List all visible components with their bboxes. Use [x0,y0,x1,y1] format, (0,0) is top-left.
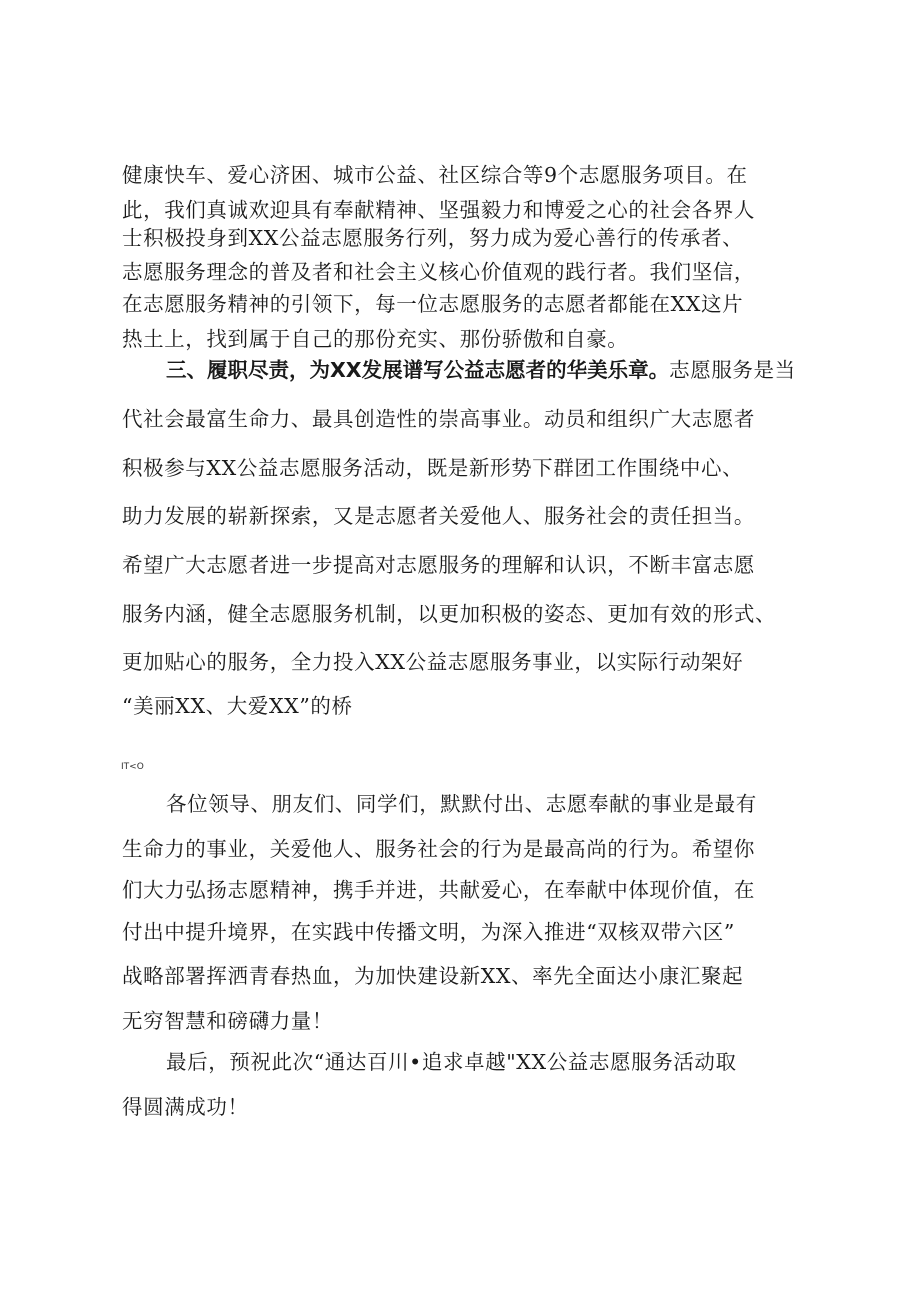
paragraph-4-line: 得圆满成功！ [122,1095,249,1119]
paragraph-2-line: 希望广大志愿者进一步提高对志愿服务的理解和认识，不断丰富志愿 [122,553,755,577]
paragraph-3-line: 各位领导、朋友们、同学们，默默付出、志愿奉献的事业是最有 [166,792,757,816]
paragraph-2-line: “美丽XX、大爱XX”的桥 [122,694,353,718]
paragraph-3-line: 无穷智慧和磅礴力量！ [122,1009,333,1033]
artifact-text: ΙT<O [121,762,144,772]
paragraph-2-line: 更加贴心的服务，全力投入XX公益志愿服务事业，以实际行动架好 [122,650,744,674]
paragraph-2-first-line-rest: 志愿服务是当 [669,358,796,382]
paragraph-1-line: 健康快车、爱心济困、城市公益、社区综合等9个志愿服务项目。在 [122,163,748,187]
paragraph-2-line: 代社会最富生命力、最具创造性的崇高事业。动员和组织广大志愿者 [122,407,755,431]
paragraph-1-line: 此，我们真诚欢迎具有奉献精神、坚强毅力和博爱之心的社会各界人 [122,198,755,222]
section-heading: 三、履职尽责，为XX发展谱写公益志愿者的华美乐章。 [166,358,670,382]
paragraph-1-line: 士积极投身到XX公益志愿服务行列，努力成为爱心善行的传承者、 [122,226,744,250]
paragraph-3-line: 们大力弘扬志愿精神，携手并进，共献爱心，在奉献中体现价值，在 [122,878,755,902]
paragraph-2-first-line [166,360,796,381]
paragraph-1-line: 志愿服务理念的普及者和社会主义核心价值观的践行者。我们坚信， [122,260,755,284]
paragraph-1-line: 在志愿服务精神的引领下，每一位志愿服务的志愿者都能在XX这片 [122,292,744,316]
paragraph-4-line: 最后，预祝此次“通达百川•追求卓越"XX公益志愿服务活动取 [166,1050,737,1074]
paragraph-3-line: 生命力的事业，关爱他人、服务社会的行为是最高尚的行为。希望你 [122,837,755,861]
paragraph-2-line: 积极参与XX公益志愿服务活动，既是新形势下群团工作围绕中心、 [122,456,744,480]
paragraph-1-line: 热土上，找到属于自己的那份充实、那份骄傲和自豪。 [122,327,629,351]
paragraph-3-line: 战略部署挥洒青春热血，为加快建设新XX、率先全面达小康汇聚起 [122,964,744,988]
paragraph-2-line: 服务内涵，健全志愿服务机制，以更加积极的姿态、更加有效的形式、 [122,602,777,626]
paragraph-2-line: 助力发展的崭新探索，又是志愿者关爱他人、服务社会的责任担当。 [122,504,755,528]
paragraph-3-line: 付出中提升境界，在实践中传播文明，为深入推进“双核双带六区” [122,920,735,944]
